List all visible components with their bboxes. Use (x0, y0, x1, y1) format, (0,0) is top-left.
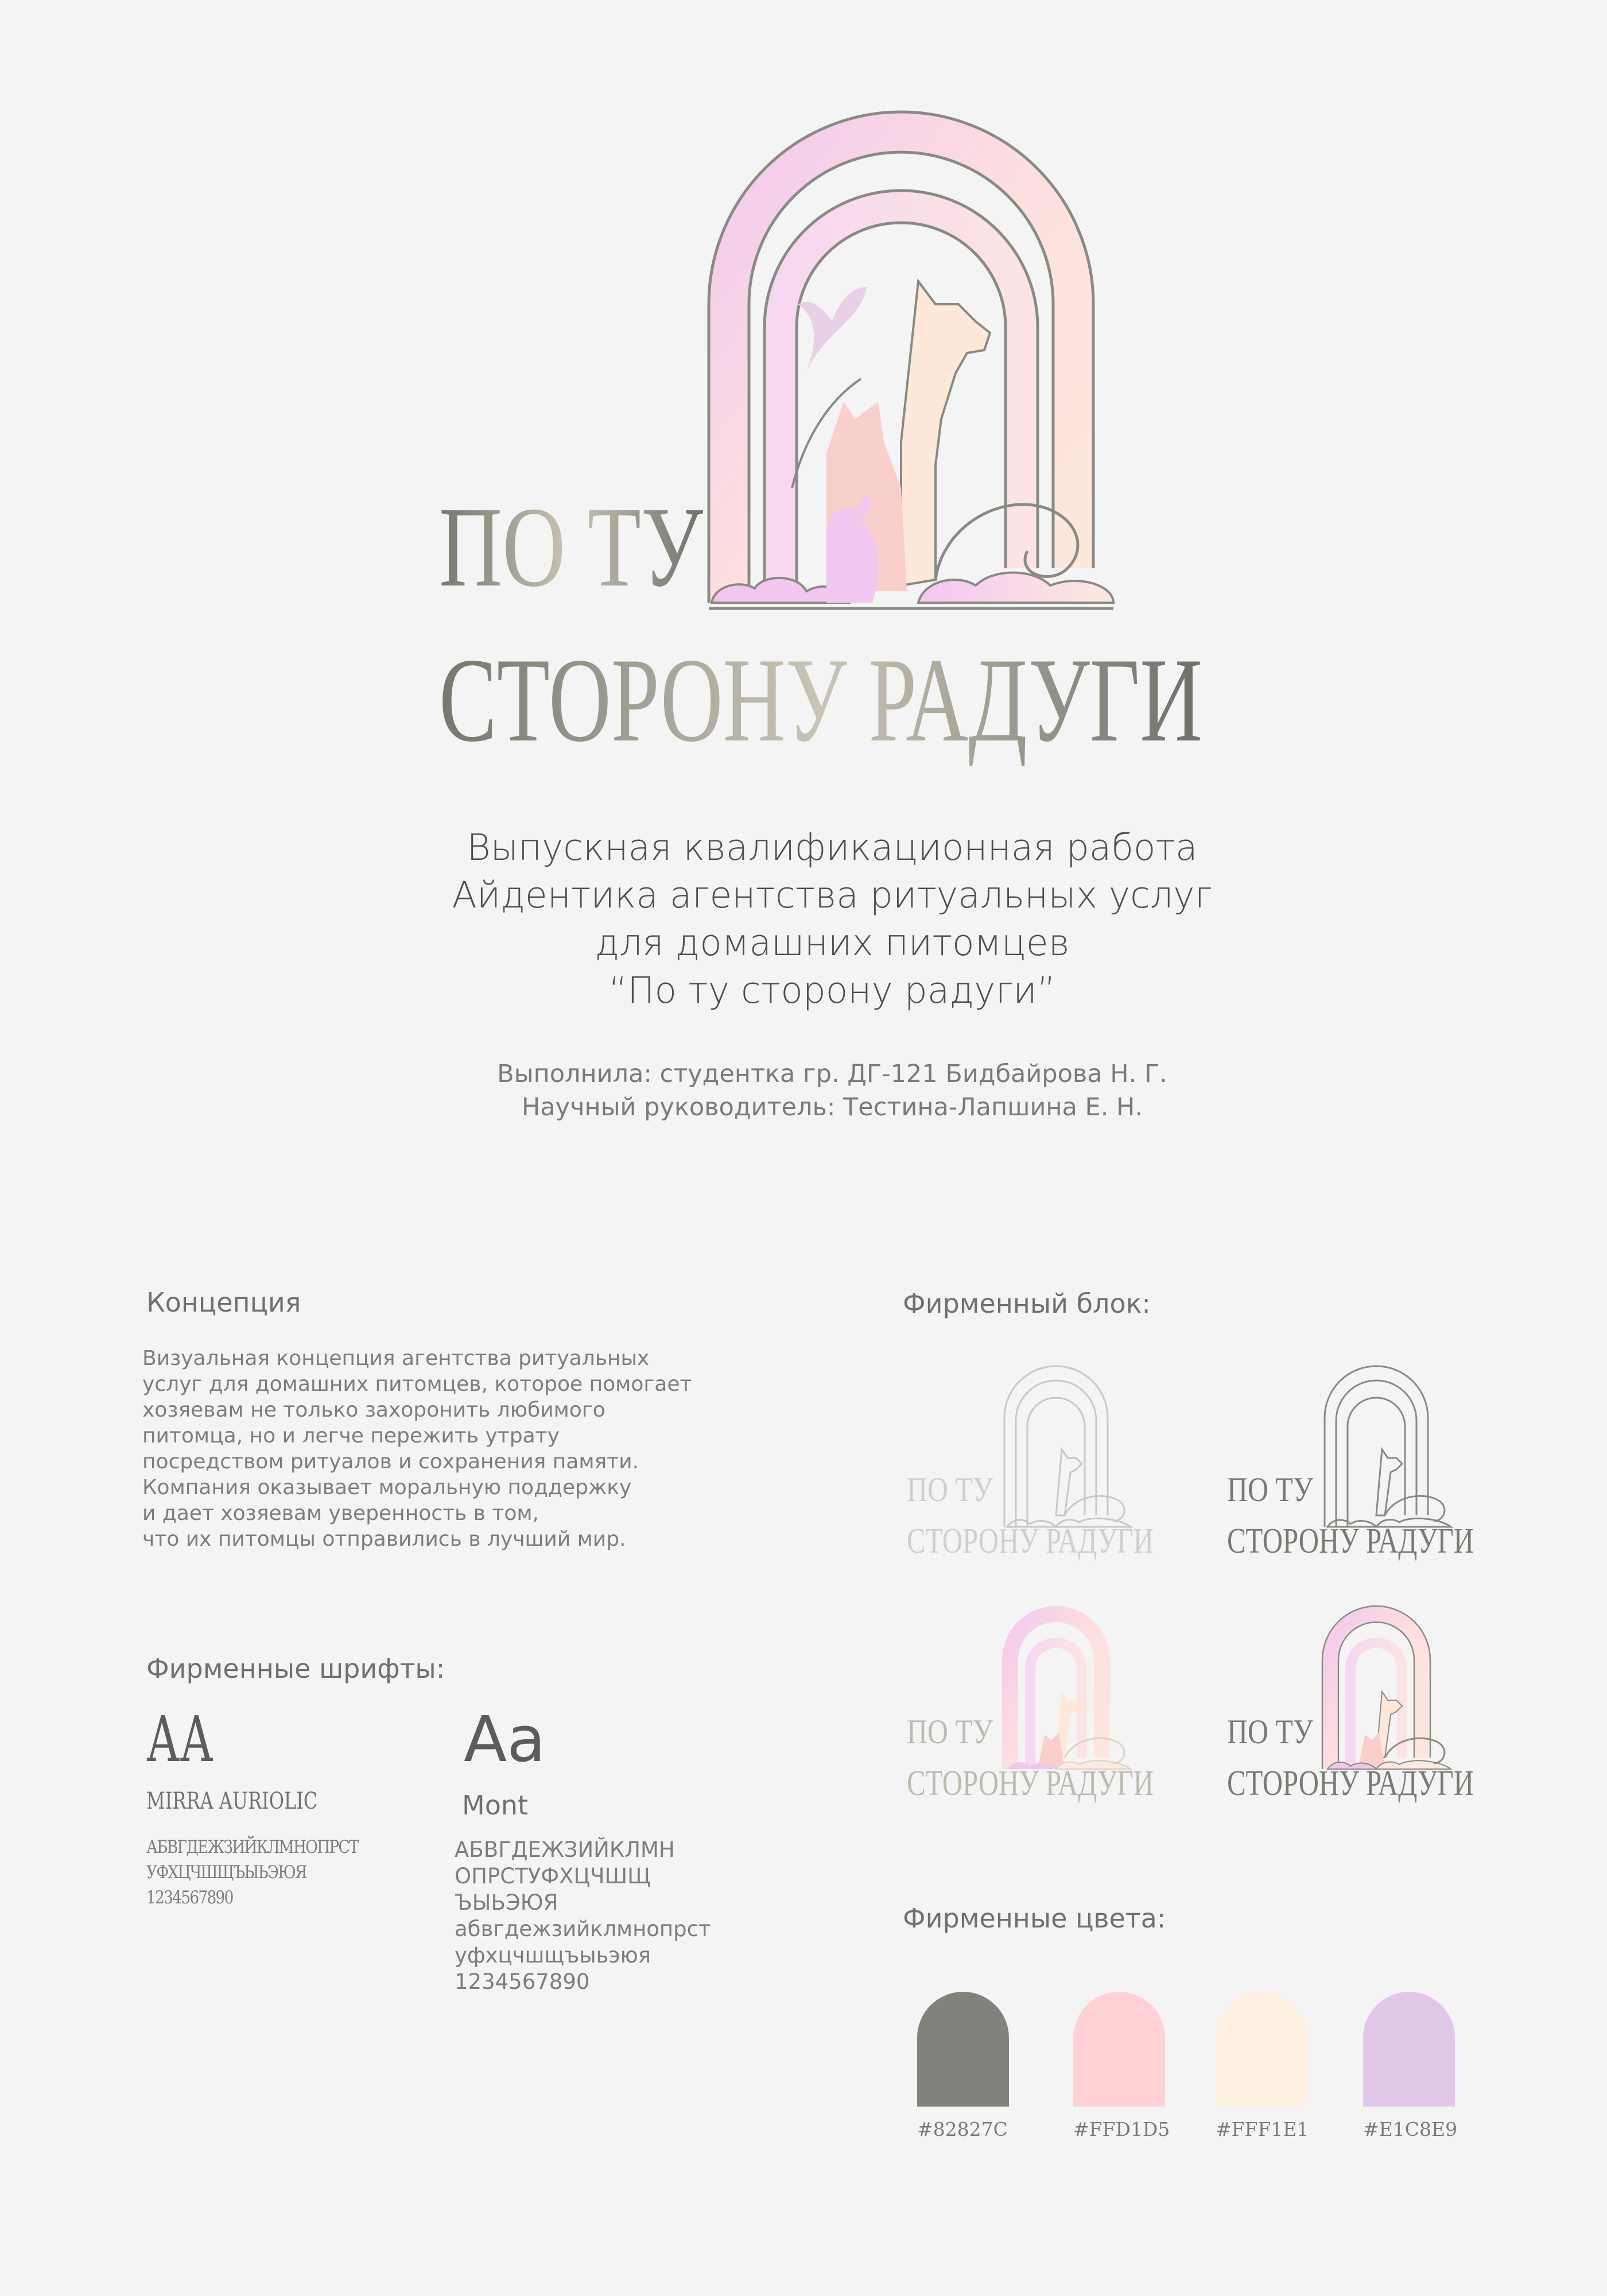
subtitle-line: Айдентика агентства ритуальных услуг (452, 874, 1213, 916)
color-swatch (1216, 1992, 1307, 2107)
plant-icon (798, 287, 867, 379)
secondary-font-sample: Aa (464, 1702, 546, 1776)
supervisor-line: Научный руководитель: Тестина-Лапшина Е. Н. (521, 1093, 1143, 1122)
glyph-row: АБВГДЕЖЗИЙКЛМНОПРСТ (146, 1837, 358, 1857)
glyph-row: 1234567890 (455, 1969, 590, 1994)
logo-variant-color-dark (1221, 1597, 1508, 1826)
concept-line: питомца, но и легче пережить утрату (142, 1424, 560, 1448)
concept-line: услуг для домашних питомцев, которое помогает (142, 1372, 692, 1396)
glyph-row: ЪЫЬЭЮЯ (455, 1890, 558, 1915)
concept-text (142, 1345, 692, 1552)
logo-variant-color-light (901, 1597, 1188, 1826)
logo-line1: ПО ТУ (439, 484, 704, 611)
concept-line: Компания оказывает моральную поддержку (142, 1476, 632, 1499)
brand-colors-title: Фирменные цвета: (903, 1903, 1166, 1934)
secondary-font-glyphs (455, 1837, 711, 1995)
subtitle-line: для домашних питомцев (595, 922, 1070, 964)
color-hex-label: #E1C8E9 (1363, 2118, 1458, 2140)
concept-line: хозяевам не только захоронить любимого (142, 1398, 605, 1422)
color-hex-label: #FFF1E1 (1216, 2118, 1309, 2140)
brand-block-title: Фирменный блок: (903, 1288, 1151, 1319)
glyph-row: ОПРСТУФХЦЧШЩ (455, 1864, 651, 1888)
color-swatch (1073, 1992, 1165, 2107)
logo-variant-outline-dark (1221, 1355, 1508, 1584)
credits (344, 1057, 1320, 1124)
color-swatch (917, 1992, 1009, 2107)
glyph-row: АБВГДЕЖЗИЙКЛМН (455, 1837, 675, 1862)
secondary-font-name: Mont (462, 1790, 529, 1821)
mini-logo-line2: СТОРОНУ РАДУГИ (1227, 1764, 1474, 1803)
cloud-icon (918, 573, 1113, 603)
glyph-row: уфхцчшщъыьэюя (455, 1943, 651, 1968)
fonts-title: Фирменные шрифты: (146, 1653, 445, 1684)
mini-logo-line2: СТОРОНУ РАДУГИ (907, 1764, 1154, 1803)
primary-font-name: MIRRA AURIOLIC (146, 1788, 318, 1814)
concept-line: что их питомцы отправились в лучший мир. (142, 1527, 626, 1551)
color-hex-label: #82827C (917, 2118, 1008, 2140)
concept-line: Визуальная концепция агентства ритуальных (142, 1347, 650, 1370)
mini-logo-line1: ПО ТУ (1227, 1713, 1314, 1751)
primary-font-glyphs (146, 1835, 358, 1910)
mini-logo-line1: ПО ТУ (907, 1471, 993, 1508)
mini-logo-line1: ПО ТУ (907, 1713, 993, 1751)
mini-logo-line2: СТОРОНУ РАДУГИ (1227, 1522, 1474, 1561)
subtitle-line: “По ту сторону радуги” (608, 969, 1056, 1011)
glyph-row: абвгдежзийклмнопрст (455, 1917, 711, 1941)
hero-logo (425, 132, 1217, 769)
mini-logo-line2: СТОРОНУ РАДУГИ (907, 1522, 1154, 1561)
logo-variant-outline-light (901, 1355, 1188, 1584)
author-line: Выполнила: студентка гр. ДГ-121 Бидбайрова Н. Г. (497, 1060, 1167, 1088)
glyph-row: УФХЦЧШЩЪЫЬЭЮЯ (146, 1862, 306, 1883)
glyph-row: 1234567890 (146, 1887, 233, 1908)
primary-font-sample: АА (146, 1702, 214, 1776)
thesis-title (344, 824, 1320, 1014)
color-swatch (1363, 1992, 1455, 2107)
dog-icon (901, 281, 990, 585)
logo-line2: СТОРОНУ РАДУГИ (439, 634, 1202, 767)
mini-logo-line1: ПО ТУ (1227, 1471, 1314, 1508)
concept-line: и дает хозяевам уверенность в том, (142, 1502, 539, 1525)
concept-line: посредством ритуалов и сохранения памяти. (142, 1450, 639, 1473)
concept-title: Концепция (146, 1287, 301, 1318)
color-hex-label: #FFD1D5 (1073, 2118, 1170, 2140)
subtitle-line: Выпускная квалификационная работа (467, 827, 1198, 868)
